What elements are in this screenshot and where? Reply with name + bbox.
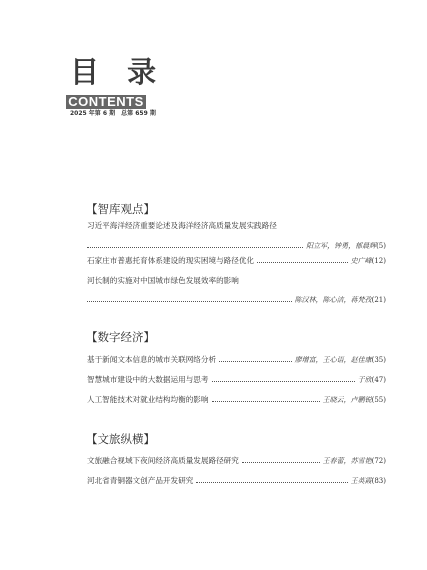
issue-info	[70, 111, 156, 117]
section-title: 【数字经济】	[86, 330, 155, 344]
entry-line	[87, 476, 386, 486]
entry-authors: 史广峰	[350, 257, 372, 265]
entry-page: (72)	[371, 457, 386, 465]
entry-title: 基于新闻文本信息的城市关联网络分析	[87, 355, 217, 364]
toc-entry[interactable]	[87, 456, 386, 466]
entry-line	[87, 456, 386, 466]
dot-leader	[212, 400, 320, 402]
entry-page: (21)	[371, 296, 386, 304]
contents-banner: CONTENTS	[66, 95, 146, 109]
dot-leader	[196, 481, 347, 483]
issue-number: 2025 年第 6 期	[70, 110, 116, 117]
dot-leader	[257, 261, 348, 263]
section-title: 【文旅纵横】	[86, 432, 155, 446]
entry-authors: 于欣	[357, 376, 372, 384]
entry-page: (12)	[371, 257, 386, 265]
entry-title: 石家庄市普惠托育体系建设的现实困境与路径优化	[87, 256, 255, 265]
toc-entry[interactable]	[87, 375, 386, 385]
entry-authors: 王晓云，卢鹏锐	[322, 396, 372, 404]
entry-title: 人工智能技术对就业结构均衡的影响	[87, 395, 209, 404]
toc-entry[interactable]	[87, 395, 386, 405]
section-think-tank	[86, 202, 386, 305]
entry-authors: 王春蕾，苏雪艳	[322, 457, 372, 465]
dot-leader	[219, 360, 292, 362]
dot-leader	[87, 246, 303, 248]
entry-title: 河北省青铜器文创产品开发研究	[87, 476, 194, 485]
entry-authors: 陈汉林，陈心洁，蒋梵孜	[294, 296, 372, 304]
toc-entry[interactable]	[87, 355, 386, 365]
dot-leader	[87, 300, 292, 302]
entry-leader-line	[87, 295, 386, 305]
section-digital-economy	[86, 330, 386, 405]
entry-authors: 阳立军，钟勇，郁晨辉	[306, 242, 377, 250]
entry-title: 河长制的实施对中国城市绿色发展效率的影响	[87, 276, 239, 285]
entry-title: 文旅融合视域下夜间经济高质量发展路径研究	[87, 456, 239, 465]
dot-leader	[242, 461, 320, 463]
entry-page: (5)	[376, 242, 386, 250]
entry-page: (35)	[371, 356, 386, 364]
entry-line	[87, 256, 386, 266]
entry-authors: 王英霞	[350, 477, 372, 485]
total-issue-number: 总第 659 期	[121, 110, 156, 117]
entry-authors: 廖增富，王心语，赵佳康	[294, 356, 372, 364]
toc-entry[interactable]	[87, 276, 386, 305]
toc-entry[interactable]	[87, 476, 386, 486]
section-title: 【智库观点】	[86, 202, 155, 216]
entry-title: 智慧城市建设中的大数据运用与思考	[87, 375, 209, 384]
toc-entry[interactable]	[87, 221, 386, 251]
entry-page: (47)	[371, 376, 386, 384]
dot-leader	[212, 380, 355, 382]
entry-page: (83)	[371, 477, 386, 485]
entry-title: 习近平海洋经济重要论述及海洋经济高质量发展实践路径	[87, 221, 277, 230]
entry-line	[87, 375, 386, 385]
entry-page: (55)	[371, 396, 386, 404]
entry-leader-line	[87, 241, 386, 251]
entry-line	[87, 355, 386, 365]
entry-line	[87, 395, 386, 405]
section-culture-tourism	[86, 432, 386, 486]
toc-entry[interactable]	[87, 256, 386, 266]
page-title: 目 录	[70, 55, 166, 89]
